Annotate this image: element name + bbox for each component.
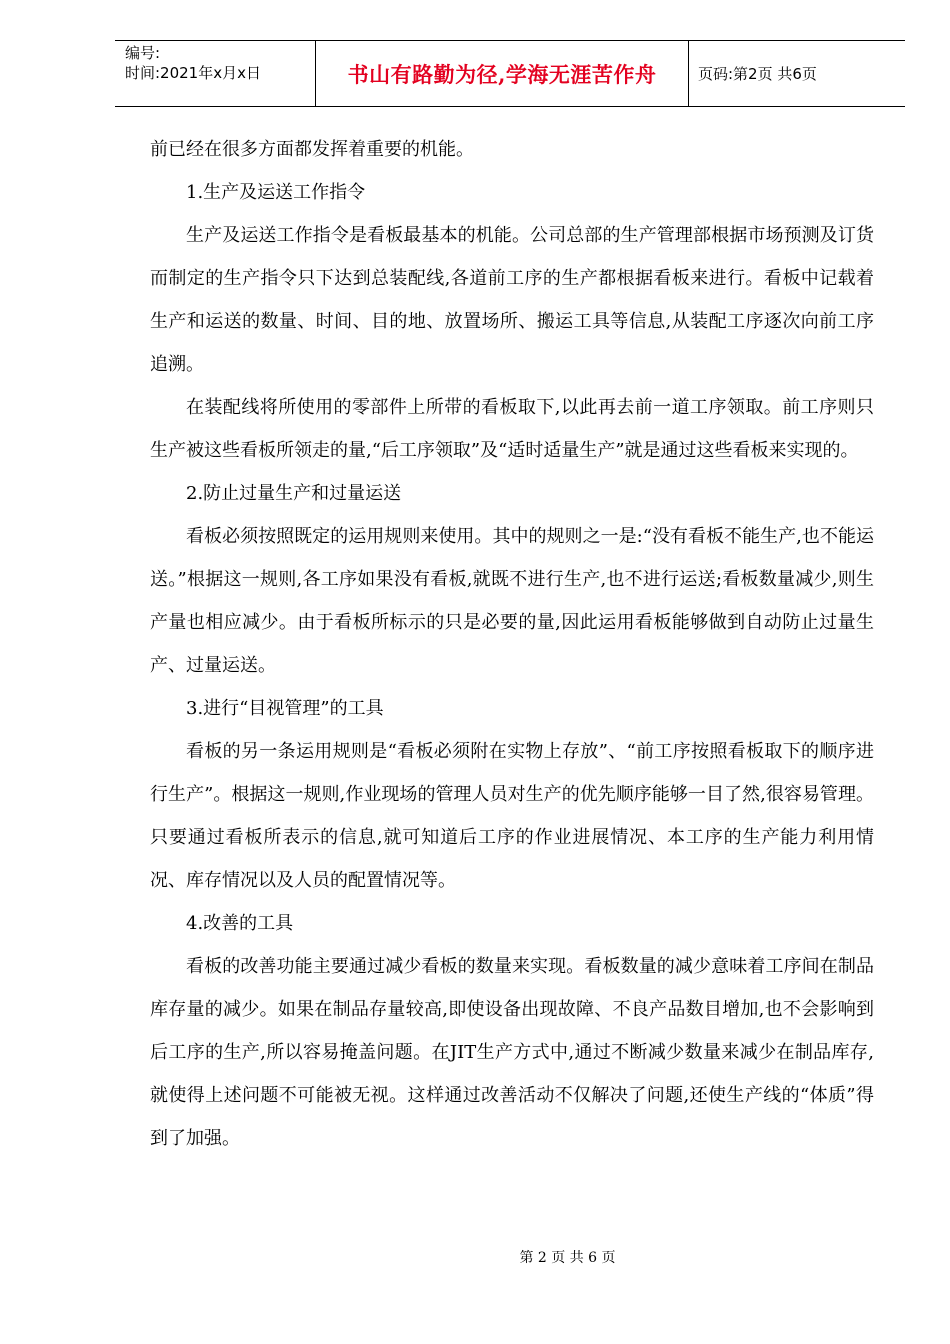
document-body	[150, 128, 874, 1160]
header-page-number: 页码:第2页 共6页	[698, 65, 817, 83]
header-meta	[115, 41, 315, 106]
header-motto: 书山有路勤为径,学海无涯苦作舟	[347, 61, 657, 87]
page-footer	[0, 1247, 950, 1267]
section-heading-1: 1.生产及运送工作指令	[186, 182, 366, 203]
footer-page-number: 第 2 页 共 6 页	[519, 1250, 616, 1266]
page-header	[115, 40, 905, 107]
section-heading-4: 4.改善的工具	[186, 913, 294, 934]
paragraph: 看板的另一条运用规则是“看板必须附在实物上存放”、“前工序按照看板取下的顺序进行生产”。根据这一规则,作业现场的管理人员对生产的优先顺序能够一目了然,很容易管理。只要通过看板所表示的信息,就可知道后工序的作业进展情况、本工序的生产能力利用情况、库存情况以及人员的配置情况等。	[150, 741, 874, 891]
document-number-label: 编号:	[125, 44, 161, 62]
paragraph: 生产及运送工作指令是看板最基本的机能。公司总部的生产管理部根据市场预测及订货而制定的生产指令只下达到总装配线,各道前工序的生产都根据看板来进行。看板中记载着生产和运送的数量、时间、目的地、放置场所、搬运工具等信息,从装配工序逐次向前工序追溯。	[150, 225, 874, 375]
paragraph: 看板的改善功能主要通过减少看板的数量来实现。看板数量的减少意味着工序间在制品库存量的减少。如果在制品存量较高,即使设备出现故障、不良产品数目增加,也不会影响到后工序的生产,所以容易掩盖问题。在JIT生产方式中,通过不断减少数量来减少在制品库存,就使得上述问题不可能被无视。这样通过改善活动不仅解决了问题,还使生产线的“体质”得到了加强。	[150, 956, 874, 1149]
section-heading-2: 2.防止过量生产和过量运送	[186, 483, 402, 504]
section-heading-3: 3.进行“目视管理”的工具	[186, 698, 384, 719]
paragraph-continuation: 前已经在很多方面都发挥着重要的机能。	[150, 139, 474, 160]
header-motto-cell	[315, 41, 689, 106]
paragraph: 在装配线将所使用的零部件上所带的看板取下,以此再去前一道工序领取。前工序则只生产被这些看板所领走的量,“后工序领取”及“适时适量生产”就是通过这些看板来实现的。	[150, 397, 874, 461]
header-page-cell	[689, 41, 905, 106]
paragraph: 看板必须按照既定的运用规则来使用。其中的规则之一是:“没有看板不能生产,也不能运送。”根据这一规则,各工序如果没有看板,就既不进行生产,也不进行运送;看板数量减少,则生产量也相应减少。由于看板所标示的只是必要的量,因此运用看板能够做到自动防止过量生产、过量运送。	[150, 526, 874, 676]
document-time-label: 时间:2021年x月x日	[125, 64, 261, 82]
